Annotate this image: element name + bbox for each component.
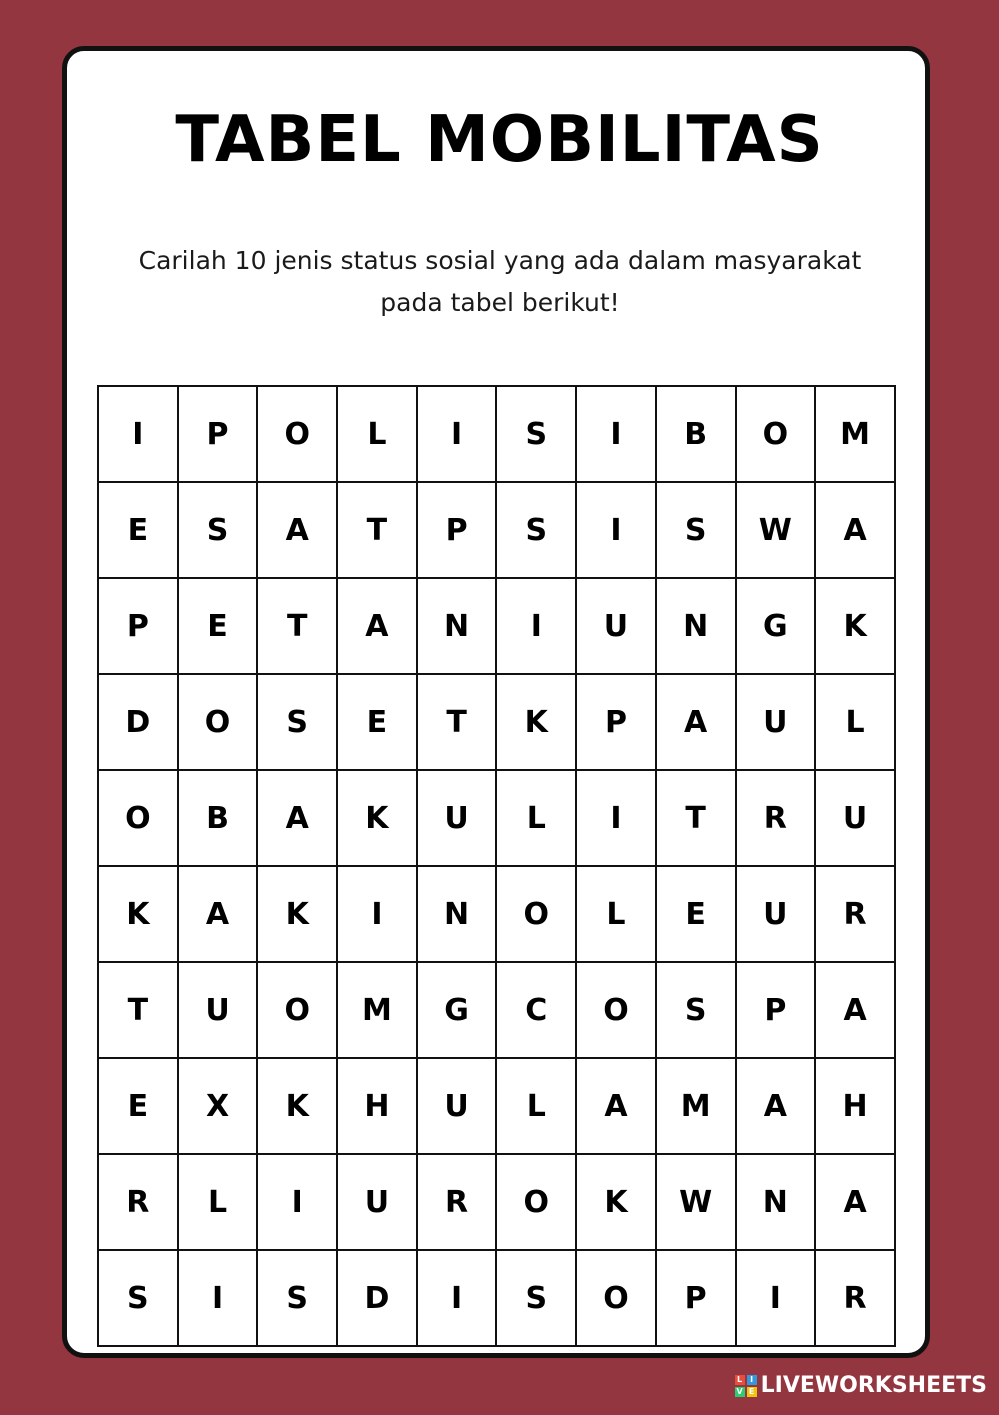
grid-cell[interactable]: S [257, 1250, 337, 1346]
grid-cell[interactable]: M [656, 1058, 736, 1154]
grid-cell[interactable]: T [656, 770, 736, 866]
grid-cell[interactable]: O [257, 386, 337, 482]
grid-cell[interactable]: S [656, 962, 736, 1058]
grid-cell[interactable]: G [736, 578, 816, 674]
grid-cell[interactable]: A [815, 962, 895, 1058]
grid-cell[interactable]: I [736, 1250, 816, 1346]
grid-cell[interactable]: M [337, 962, 417, 1058]
grid-cell[interactable]: N [417, 578, 497, 674]
grid-cell[interactable]: S [257, 674, 337, 770]
instruction-line-2: pada tabel berikut! [380, 288, 620, 317]
grid-cell[interactable]: P [656, 1250, 736, 1346]
liveworksheets-logo-icon [735, 1375, 757, 1397]
grid-cell[interactable]: K [496, 674, 576, 770]
grid-cell[interactable]: N [736, 1154, 816, 1250]
grid-cell[interactable]: I [576, 482, 656, 578]
grid-cell[interactable]: C [496, 962, 576, 1058]
grid-cell[interactable]: O [178, 674, 258, 770]
grid-cell[interactable]: K [98, 866, 178, 962]
grid-cell[interactable]: L [576, 866, 656, 962]
grid-cell[interactable]: U [178, 962, 258, 1058]
grid-cell[interactable]: D [337, 1250, 417, 1346]
grid-cell[interactable]: S [656, 482, 736, 578]
grid-cell[interactable]: E [337, 674, 417, 770]
page-title: TABEL MOBILITAS [175, 103, 824, 177]
logo-letter-l: L [735, 1375, 745, 1385]
grid-cell[interactable]: I [417, 1250, 497, 1346]
grid-cell[interactable]: U [736, 674, 816, 770]
grid-cell[interactable]: A [815, 1154, 895, 1250]
grid-cell[interactable]: W [656, 1154, 736, 1250]
grid-row [98, 1154, 895, 1250]
grid-cell[interactable]: U [815, 770, 895, 866]
grid-cell[interactable]: I [257, 1154, 337, 1250]
grid-cell[interactable]: S [98, 1250, 178, 1346]
grid-cell[interactable]: P [576, 674, 656, 770]
grid-cell[interactable]: P [98, 578, 178, 674]
grid-cell[interactable]: T [417, 674, 497, 770]
grid-cell[interactable]: I [496, 578, 576, 674]
grid-cell[interactable]: B [178, 770, 258, 866]
grid-row [98, 770, 895, 866]
liveworksheets-brand[interactable] [735, 1373, 987, 1398]
grid-cell[interactable]: L [178, 1154, 258, 1250]
grid-cell[interactable]: L [496, 770, 576, 866]
grid-cell[interactable]: E [656, 866, 736, 962]
grid-cell[interactable]: X [178, 1058, 258, 1154]
grid-cell[interactable]: L [815, 674, 895, 770]
grid-cell[interactable]: A [736, 1058, 816, 1154]
grid-cell[interactable]: A [337, 578, 417, 674]
grid-cell[interactable]: O [576, 1250, 656, 1346]
grid-row [98, 482, 895, 578]
grid-cell[interactable]: O [98, 770, 178, 866]
grid-cell[interactable]: A [656, 674, 736, 770]
grid-row [98, 1058, 895, 1154]
grid-cell[interactable]: O [496, 866, 576, 962]
grid-cell[interactable]: L [337, 386, 417, 482]
grid-cell[interactable]: P [417, 482, 497, 578]
grid-cell[interactable]: D [98, 674, 178, 770]
grid-cell[interactable]: K [576, 1154, 656, 1250]
grid-cell[interactable]: E [98, 1058, 178, 1154]
grid-cell[interactable]: R [815, 866, 895, 962]
grid-row [98, 1250, 895, 1346]
grid-cell[interactable]: M [815, 386, 895, 482]
grid-cell[interactable]: R [98, 1154, 178, 1250]
grid-cell[interactable]: I [576, 770, 656, 866]
instruction-text [100, 240, 900, 324]
grid-cell[interactable]: A [815, 482, 895, 578]
grid-cell[interactable]: W [736, 482, 816, 578]
grid-cell[interactable]: K [815, 578, 895, 674]
grid-cell[interactable]: N [417, 866, 497, 962]
grid-cell[interactable]: A [257, 482, 337, 578]
grid-row [98, 674, 895, 770]
instruction-line-1: Carilah 10 jenis status sosial yang ada dalam masyarakat [138, 246, 862, 275]
grid-cell[interactable]: O [496, 1154, 576, 1250]
grid-cell[interactable]: G [417, 962, 497, 1058]
grid-cell[interactable]: E [178, 578, 258, 674]
logo-letter-i: I [747, 1375, 757, 1385]
grid-cell[interactable]: H [337, 1058, 417, 1154]
grid-cell[interactable]: K [257, 1058, 337, 1154]
grid-row [98, 866, 895, 962]
grid-cell[interactable]: B [656, 386, 736, 482]
grid-cell[interactable]: R [815, 1250, 895, 1346]
grid-cell[interactable]: U [417, 1058, 497, 1154]
grid-cell[interactable]: U [417, 770, 497, 866]
grid-row [98, 578, 895, 674]
grid-cell[interactable]: T [257, 578, 337, 674]
grid-row [98, 386, 895, 482]
grid-cell[interactable]: A [576, 1058, 656, 1154]
grid-cell[interactable]: P [178, 386, 258, 482]
grid-cell[interactable]: S [178, 482, 258, 578]
grid-cell[interactable]: H [815, 1058, 895, 1154]
grid-cell[interactable]: I [417, 386, 497, 482]
grid-cell[interactable]: O [736, 386, 816, 482]
grid-cell[interactable]: U [736, 866, 816, 962]
grid-cell[interactable]: P [736, 962, 816, 1058]
grid-cell[interactable]: E [98, 482, 178, 578]
grid-cell[interactable]: T [98, 962, 178, 1058]
grid-cell[interactable]: O [576, 962, 656, 1058]
grid-cell[interactable]: I [337, 866, 417, 962]
grid-cell[interactable]: O [257, 962, 337, 1058]
grid-cell[interactable]: S [496, 386, 576, 482]
grid-cell[interactable]: A [257, 770, 337, 866]
logo-letter-v: V [736, 1387, 743, 1396]
grid-cell[interactable]: S [496, 482, 576, 578]
grid-cell[interactable]: U [576, 578, 656, 674]
logo-letter-e: E [747, 1387, 757, 1397]
grid-cell[interactable]: R [736, 770, 816, 866]
grid-cell[interactable]: T [337, 482, 417, 578]
grid-cell[interactable]: L [496, 1058, 576, 1154]
grid-cell[interactable]: K [257, 866, 337, 962]
grid-row [98, 962, 895, 1058]
grid-cell[interactable]: I [98, 386, 178, 482]
grid-cell[interactable]: A [178, 866, 258, 962]
grid-cell[interactable]: I [178, 1250, 258, 1346]
grid-cell[interactable]: R [417, 1154, 497, 1250]
word-search-grid [97, 385, 896, 1347]
grid-cell[interactable]: K [337, 770, 417, 866]
grid-cell[interactable]: S [496, 1250, 576, 1346]
grid-cell[interactable]: N [656, 578, 736, 674]
brand-name: LIVEWORKSHEETS [760, 1373, 987, 1398]
grid-cell[interactable]: I [576, 386, 656, 482]
grid-cell[interactable]: U [337, 1154, 417, 1250]
